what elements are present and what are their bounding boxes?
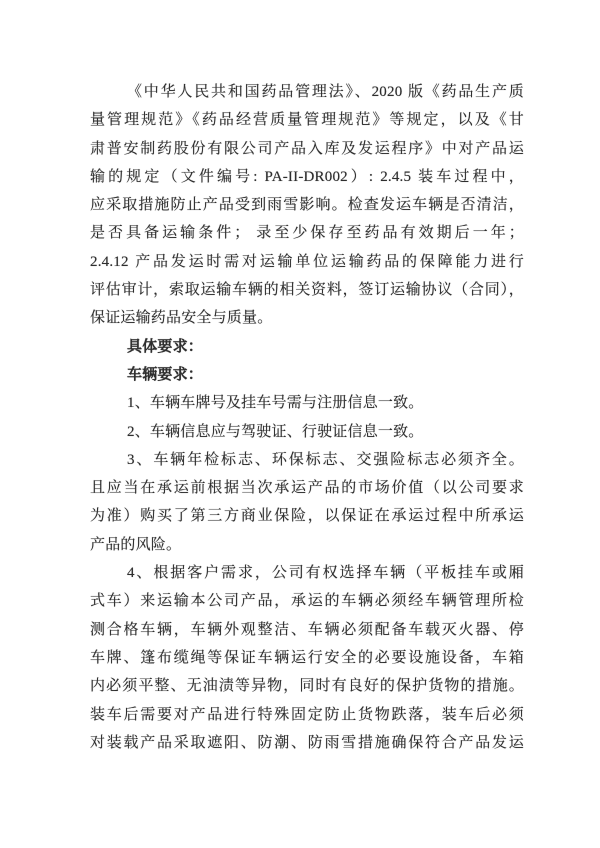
text-line: 保证运输药品安全与质量。 [90, 310, 273, 327]
text-line: 应采取措施防止产品受到雨雪影响。检查发运车辆是否清洁， [90, 197, 524, 214]
text-line: 《中华人民共和国药品管理法》、2020 版《药品生产质 [127, 84, 524, 100]
text-line: 是否具备运输条件； 录至少保存至药品有效期后一年； [90, 225, 524, 242]
text-line: 2.4.12 产品发运时需对运输单位运输药品的保障能力进行 [90, 253, 524, 270]
text-line: 产品的风险。 [90, 536, 182, 553]
section-heading: 具体要求： [127, 338, 204, 355]
text-line: 为准）购买了第三方商业保险，以保证在承运过程中所承运 [90, 508, 524, 525]
text-line: 肃普安制药股份有限公司产品入库及发运程序》中对产品运 [90, 140, 524, 157]
text-line: 车牌、篷布缆绳等保证车辆运行安全的必要设施设备，车箱 [90, 649, 524, 666]
text-line: 3、车辆年检标志、环保标志、交强险标志必须齐全。 [127, 451, 524, 468]
section-heading: 车辆要求： [127, 366, 204, 383]
text-line: 装车后需要对产品进行特殊固定防止货物跌落，装车后必须 [90, 706, 524, 723]
text-line: 内必须平整、无油渍等异物，同时有良好的保护货物的措施。 [90, 678, 524, 695]
text-line: 测合格车辆，车辆外观整洁、车辆必须配备车载灭火器、停 [90, 621, 524, 638]
text-line: 2、车辆信息应与驾驶证、行驶证信息一致。 [127, 423, 424, 440]
text-line: 对装载产品采取遮阳、防潮、防雨雪措施确保符合产品发运 [90, 734, 524, 751]
text-line: 输的规定（文件编号: PA-II-DR002）: 2.4.5 装车过程中， [90, 168, 524, 185]
document-text-block [90, 78, 524, 757]
text-line: 量管理规范》《药品经营质量管理规范》等规定，以及《甘 [90, 112, 524, 129]
text-line: 且应当在承运前根据当次承运产品的市场价值（以公司要求 [90, 480, 524, 497]
text-line: 式车）来运输本公司产品，承运的车辆必须经车辆管理所检 [90, 593, 524, 610]
text-line: 1、车辆车牌号及挂车号需与注册信息一致。 [127, 395, 424, 412]
text-line: 评估审计，索取运输车辆的相关资料，签订运输协议（合同）， [90, 282, 524, 299]
text-line: 4、根据客户需求，公司有权选择车辆（平板挂车或厢 [127, 565, 524, 582]
